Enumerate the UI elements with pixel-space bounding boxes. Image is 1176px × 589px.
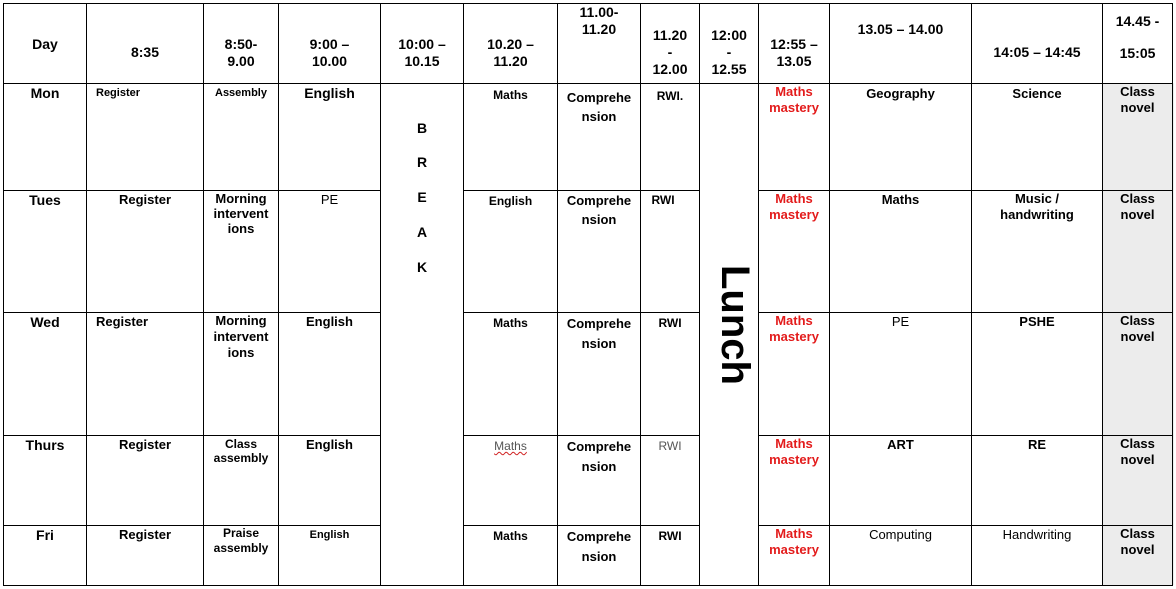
cell-comprehension: Comprehe nsion [566,193,632,227]
break-letter: E [417,189,427,205]
grid-line [380,3,381,585]
header-8-50: 8:50- 9.00 [224,36,258,69]
cell-maths-text: Maths [494,439,527,453]
cell-class-assembly: Class assembly [213,437,269,465]
cell-pshe: PSHE [1019,314,1055,329]
grid-line [3,585,1173,586]
grid-line [3,83,1173,84]
cell-comprehension: Comprehe nsion [566,90,632,124]
day-label: Fri [36,527,54,543]
cell-maths-mastery: Maths mastery [769,436,819,467]
header-14-05: 14:05 – 14:45 [993,44,1081,60]
cell-english: English [309,529,350,541]
grid-line [86,3,87,585]
cell-pe: PE [320,192,339,207]
header-13-05: 13.05 – 14.00 [857,21,944,37]
header-day: Day [32,36,58,52]
break-letter: A [416,224,428,240]
grid-line [699,3,700,585]
cell-maths-mastery: Maths mastery [769,191,819,222]
cell-rwi: RWI [658,316,682,330]
cell-class-novel: Class novel [1120,436,1155,467]
cell-music-handwriting: Music / handwriting [1000,191,1074,222]
cell-geography: Geography [866,86,935,101]
cell-english: English [306,314,353,329]
cell-maths: Maths [493,88,528,102]
day-label: Wed [30,314,60,330]
header-14-45: 14.45 - [1115,13,1160,29]
cell-register: Register [96,314,149,329]
header-15-05: 15:05 [1119,45,1156,61]
cell-computing: Computing [869,527,932,542]
cell-maths-mastery: Maths mastery [769,313,819,344]
cell-class-novel: Class novel [1120,84,1155,115]
lunch-label: Lunch [713,265,757,385]
cell-maths [464,438,557,455]
header-12-55: 12:55 – 13.05 [770,36,818,69]
cell-comprehension: Comprehe nsion [566,529,632,564]
cell-praise-assembly: Praise assembly [213,526,269,555]
cell-rwi: RWI [658,439,682,453]
cell-comprehension: Comprehe nsion [566,439,632,474]
header-9-00: 9:00 – 10.00 [309,36,350,69]
cell-morning-interventions: Morning intervent ions [213,191,269,236]
header-12-00: 12:00 - 12.55 [711,27,747,77]
cell-art: ART [887,437,914,452]
cell-science: Science [1012,86,1062,101]
cell-rwi: RWI [658,529,682,543]
header-8-35: 8:35 [130,44,160,60]
cell-rwi: RWI. [656,89,684,103]
cell-english: English [488,194,533,208]
cell-register: Register [118,527,172,542]
cell-maths: Maths [881,192,920,207]
day-label: Mon [30,85,60,101]
grid-line [463,435,700,436]
cell-morning-interventions: Morning intervent ions [213,313,269,360]
cell-maths: Maths [493,316,528,330]
grid-line [1172,3,1173,585]
cell-register: Register [96,87,141,99]
break-letter: R [416,154,428,170]
cell-register: Register [118,437,172,452]
cell-pe: PE [891,314,910,329]
header-11-00: 11.00- 11.20 [579,4,619,37]
cell-class-novel: Class novel [1120,526,1155,557]
day-label: Tues [29,192,61,208]
cell-class-novel: Class novel [1120,191,1155,222]
cell-maths: Maths [493,529,528,543]
cell-maths-mastery: Maths mastery [769,84,819,115]
cell-english: English [304,85,355,101]
header-10-00: 10:00 – 10.15 [398,36,446,69]
cell-register: Register [118,192,172,207]
cell-rwi: RWI [651,193,675,207]
cell-english: English [306,437,353,452]
cell-comprehension: Comprehe nsion [566,316,632,351]
break-letter: K [416,259,428,275]
day-label: Thurs [25,437,65,453]
cell-assembly: Assembly [215,87,267,99]
cell-class-novel: Class novel [1120,313,1155,344]
cell-maths-mastery: Maths mastery [769,526,819,557]
header-11-20: 11.20 - 12.00 [652,27,688,77]
grid-line [463,312,700,313]
header-10-20: 10.20 – 11.20 [487,36,534,69]
cell-re: RE [1027,437,1047,452]
grid-line [463,525,700,526]
cell-handwriting: Handwriting [1002,527,1072,542]
break-letter: B [416,120,428,136]
